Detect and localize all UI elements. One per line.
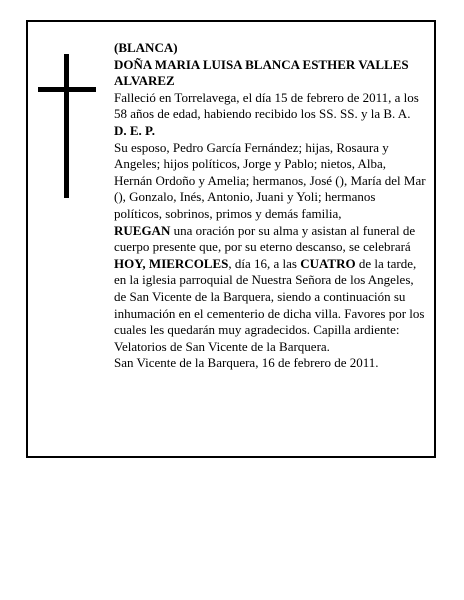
family-list: Su esposo, Pedro García Fernández; hijas, Rosaura y Angeles; hijos políticos, Jorge y Pablo; nietos, Alba, Hernán Ordoño y Amelia; hermanos, José (), María del Mar (), Gonzalo, Inés, Antonio, Juani y Yoli; hermanos políticos, sobrinos, primos y demás familia, (114, 139, 426, 221)
latin-cross-icon (38, 54, 96, 198)
request-text-1: una oración por su alma y asistan al funeral de cuerpo presente que, por su eterno descanso, se celebrará (114, 222, 416, 255)
cross-vertical-bar (64, 54, 69, 198)
ruegan-keyword: RUEGAN (114, 222, 171, 238)
death-statement: Falleció en Torrelavega, el día 15 de febrero de 2011, a los 58 años de edad, habiendo recibido los SS. SS. y la B. A. (114, 89, 419, 122)
cross-horizontal-bar (38, 87, 96, 92)
deceased-nickname: (BLANCA) (114, 40, 178, 55)
dep-abbreviation: D. E. P. (114, 122, 156, 138)
deceased-full-name: DOÑA MARIA LUISA BLANCA ESTHER VALLES ALVAREZ (114, 56, 409, 89)
obituary-text (114, 40, 426, 372)
funeral-hour: CUATRO (300, 255, 356, 271)
place-and-date: San Vicente de la Barquera, 16 de febrero de 2011. (114, 355, 379, 371)
request-text-3: de la tarde, en la iglesia parroquial de Nuestra Señora de los Angeles, de San Vicente de la Barquera, siendo a continuación su inhumación en el cementerio de dicha villa. Favores por los cuales les quedarán muy agradecidos. Capilla ardiente: Velatorios de San Vicente de la Barquera. (114, 255, 425, 354)
funeral-request (114, 223, 426, 356)
funeral-day: HOY, MIERCOLES (114, 255, 229, 271)
request-text-2: , día 16, a las (228, 255, 301, 271)
